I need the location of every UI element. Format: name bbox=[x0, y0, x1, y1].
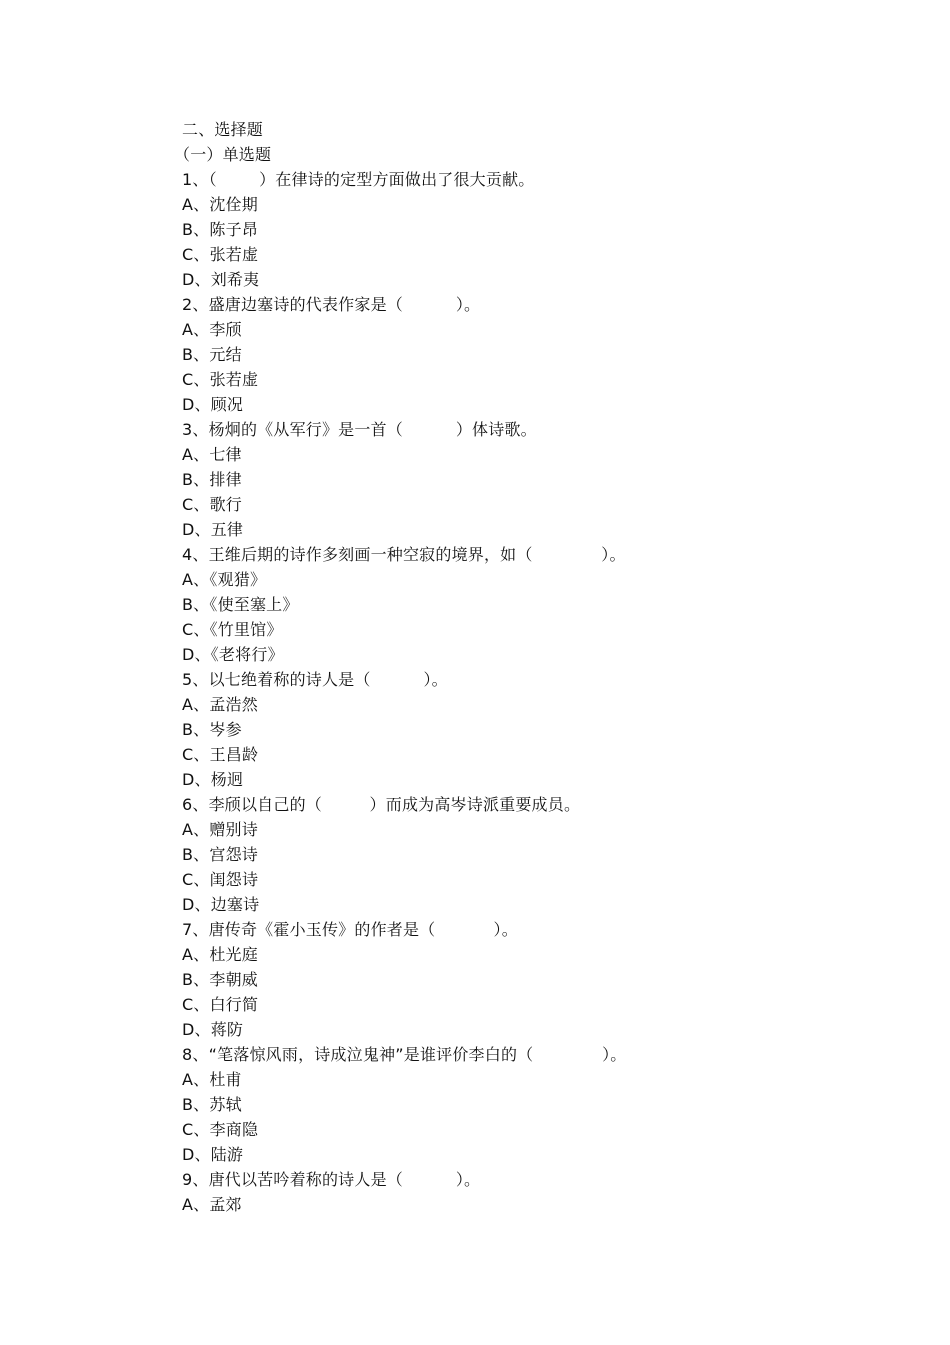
option-d: D、五律 bbox=[182, 520, 244, 539]
option-c: C、白行简 bbox=[182, 995, 259, 1014]
question-stem: 6、李颀以自己的（ ）而成为高岑诗派重要成员。 bbox=[182, 795, 581, 814]
option-b: B、岑参 bbox=[182, 720, 242, 739]
option-d: D、刘希夷 bbox=[182, 270, 260, 289]
question-5 bbox=[182, 667, 882, 792]
question-stem: 9、唐代以苦吟着称的诗人是（ ）。 bbox=[182, 1170, 481, 1189]
question-9 bbox=[182, 1167, 882, 1217]
option-a: A、杜光庭 bbox=[182, 945, 258, 964]
question-stem: 8、“笔落惊风雨，诗成泣鬼神”是谁评价李白的（ ）。 bbox=[182, 1045, 627, 1064]
question-3 bbox=[182, 417, 882, 542]
option-b: B、苏轼 bbox=[182, 1095, 242, 1114]
question-stem: 3、杨炯的《从军行》是一首（ ）体诗歌。 bbox=[182, 420, 537, 439]
option-b: B、宫怨诗 bbox=[182, 845, 258, 864]
question-stem: 5、以七绝着称的诗人是（ ）。 bbox=[182, 670, 448, 689]
question-8 bbox=[182, 1042, 882, 1167]
option-a: A、孟郊 bbox=[182, 1195, 242, 1214]
option-c: C、张若虚 bbox=[182, 245, 259, 264]
option-b: B、排律 bbox=[182, 470, 242, 489]
question-4 bbox=[182, 542, 882, 667]
option-a: A、沈佺期 bbox=[182, 195, 258, 214]
option-d: D、《老将行》 bbox=[182, 645, 284, 664]
option-a: A、孟浩然 bbox=[182, 695, 258, 714]
option-b: B、陈子昂 bbox=[182, 220, 258, 239]
option-a: A、李颀 bbox=[182, 320, 242, 339]
option-c: C、王昌龄 bbox=[182, 745, 259, 764]
question-stem: 2、盛唐边塞诗的代表作家是（ ）。 bbox=[182, 295, 481, 314]
question-7 bbox=[182, 917, 882, 1042]
option-d: D、陆游 bbox=[182, 1145, 244, 1164]
option-c: C、张若虚 bbox=[182, 370, 259, 389]
option-a: A、杜甫 bbox=[182, 1070, 242, 1089]
option-c: C、闺怨诗 bbox=[182, 870, 259, 889]
option-d: D、顾况 bbox=[182, 395, 244, 414]
option-b: B、元结 bbox=[182, 345, 242, 364]
option-c: C、李商隐 bbox=[182, 1120, 259, 1139]
option-a: A、赠别诗 bbox=[182, 820, 258, 839]
option-a: A、七律 bbox=[182, 445, 242, 464]
option-d: D、杨迥 bbox=[182, 770, 244, 789]
subsection-title: （一）单选题 bbox=[174, 145, 272, 164]
question-2 bbox=[182, 292, 882, 417]
question-stem: 1、（ ）在律诗的定型方面做出了很大贡献。 bbox=[182, 170, 535, 189]
question-stem: 4、王维后期的诗作多刻画一种空寂的境界，如（ ）。 bbox=[182, 545, 626, 564]
exam-content bbox=[174, 117, 882, 1217]
option-c: C、《竹里馆》 bbox=[182, 620, 283, 639]
option-d: D、边塞诗 bbox=[182, 895, 260, 914]
question-stem: 7、唐传奇《霍小玉传》的作者是（ ）。 bbox=[182, 920, 518, 939]
question-1 bbox=[182, 167, 882, 292]
question-6 bbox=[182, 792, 882, 917]
option-b: B、李朝威 bbox=[182, 970, 258, 989]
option-c: C、歌行 bbox=[182, 495, 242, 514]
section-title: 二、选择题 bbox=[182, 120, 264, 139]
option-b: B、《使至塞上》 bbox=[182, 595, 299, 614]
option-d: D、蒋防 bbox=[182, 1020, 244, 1039]
option-a: A、《观猎》 bbox=[182, 570, 267, 589]
